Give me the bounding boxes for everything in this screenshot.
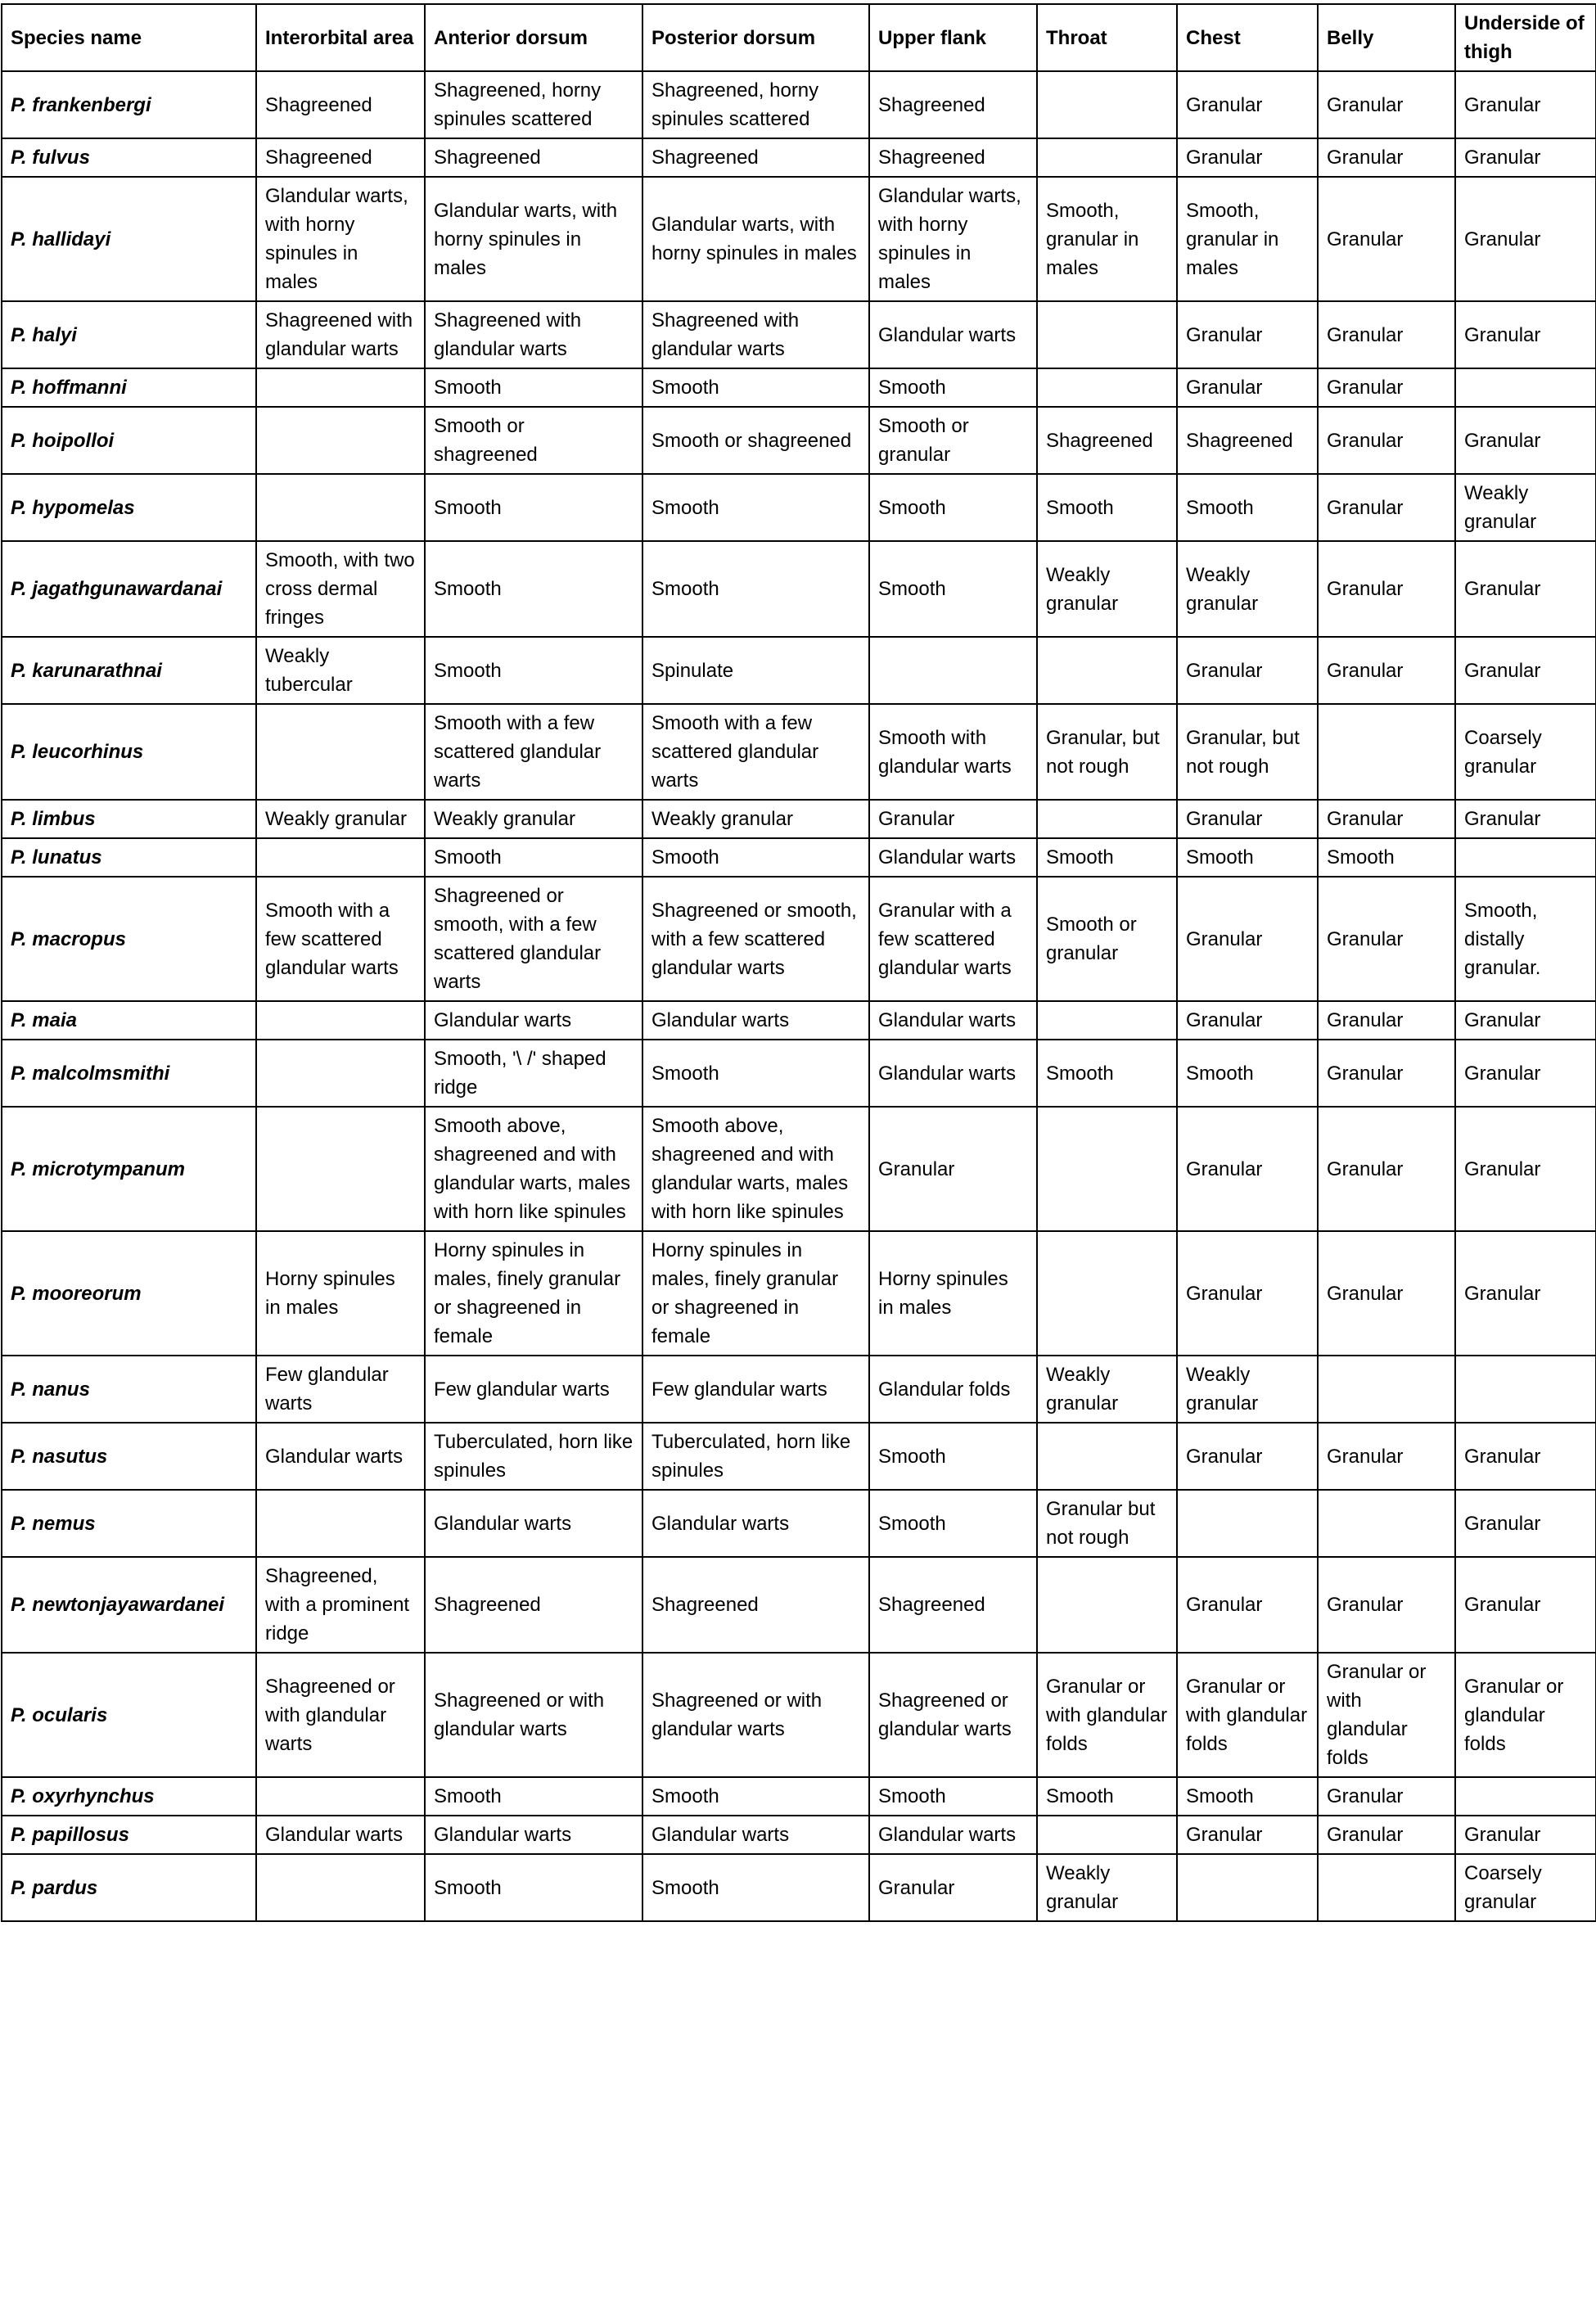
cell-underside-of-thigh: Granular [1455, 71, 1596, 138]
cell-interorbital-area [256, 368, 425, 407]
cell-anterior-dorsum: Smooth or shagreened [425, 407, 642, 474]
cell-underside-of-thigh: Granular [1455, 1040, 1596, 1107]
cell-throat [1037, 1423, 1177, 1490]
cell-posterior-dorsum: Shagreened or with glandular warts [642, 1653, 869, 1777]
cell-belly [1318, 1854, 1455, 1921]
cell-upper-flank: Glandular folds [869, 1356, 1037, 1423]
cell-anterior-dorsum: Glandular warts, with horny spinules in males [425, 177, 642, 301]
cell-belly: Granular or with glandular folds [1318, 1653, 1455, 1777]
cell-interorbital-area [256, 838, 425, 877]
cell-chest: Granular [1177, 800, 1318, 838]
cell-belly: Granular [1318, 1816, 1455, 1854]
cell-anterior-dorsum: Smooth [425, 474, 642, 541]
cell-anterior-dorsum: Glandular warts [425, 1001, 642, 1040]
cell-upper-flank: Smooth [869, 368, 1037, 407]
cell-interorbital-area [256, 1854, 425, 1921]
species-name-cell: P. malcolmsmithi [2, 1040, 256, 1107]
cell-interorbital-area [256, 1040, 425, 1107]
cell-upper-flank: Granular [869, 800, 1037, 838]
cell-throat [1037, 800, 1177, 838]
cell-belly: Granular [1318, 1423, 1455, 1490]
header-row [2, 4, 1596, 71]
species-name-cell: P. nanus [2, 1356, 256, 1423]
cell-belly: Granular [1318, 1107, 1455, 1231]
species-name-cell: P. oxyrhynchus [2, 1777, 256, 1816]
species-name-cell: P. papillosus [2, 1816, 256, 1854]
cell-interorbital-area: Weakly granular [256, 800, 425, 838]
column-header-upper-flank: Upper flank [869, 4, 1037, 71]
table-row [2, 138, 1596, 177]
cell-underside-of-thigh: Granular [1455, 177, 1596, 301]
table-row [2, 1653, 1596, 1777]
cell-chest: Granular [1177, 1107, 1318, 1231]
cell-chest: Granular or with glandular folds [1177, 1653, 1318, 1777]
cell-anterior-dorsum: Smooth [425, 1777, 642, 1816]
species-name-cell: P. hoffmanni [2, 368, 256, 407]
cell-anterior-dorsum: Shagreened [425, 138, 642, 177]
column-header-interorbital-area: Interorbital area [256, 4, 425, 71]
cell-chest: Smooth [1177, 1777, 1318, 1816]
cell-underside-of-thigh: Granular [1455, 1557, 1596, 1653]
table-row [2, 1040, 1596, 1107]
cell-belly: Granular [1318, 301, 1455, 368]
cell-anterior-dorsum: Glandular warts [425, 1490, 642, 1557]
cell-belly: Granular [1318, 407, 1455, 474]
cell-posterior-dorsum: Glandular warts [642, 1490, 869, 1557]
cell-posterior-dorsum: Smooth [642, 368, 869, 407]
cell-underside-of-thigh [1455, 1356, 1596, 1423]
cell-underside-of-thigh: Granular [1455, 407, 1596, 474]
cell-posterior-dorsum: Glandular warts, with horny spinules in males [642, 177, 869, 301]
table-row [2, 1231, 1596, 1356]
cell-throat: Granular or with glandular folds [1037, 1653, 1177, 1777]
cell-anterior-dorsum: Smooth [425, 368, 642, 407]
column-header-throat: Throat [1037, 4, 1177, 71]
cell-chest [1177, 1490, 1318, 1557]
cell-belly: Granular [1318, 800, 1455, 838]
cell-posterior-dorsum: Shagreened or smooth, with a few scattered glandular warts [642, 877, 869, 1001]
cell-underside-of-thigh: Granular [1455, 301, 1596, 368]
cell-underside-of-thigh: Granular [1455, 800, 1596, 838]
cell-anterior-dorsum: Shagreened, horny spinules scattered [425, 71, 642, 138]
cell-anterior-dorsum: Smooth [425, 1854, 642, 1921]
cell-throat: Weakly granular [1037, 1854, 1177, 1921]
species-name-cell: P. karunarathnai [2, 637, 256, 704]
cell-chest: Granular [1177, 1001, 1318, 1040]
cell-throat: Granular, but not rough [1037, 704, 1177, 800]
species-name-cell: P. nemus [2, 1490, 256, 1557]
cell-posterior-dorsum: Smooth with a few scattered glandular warts [642, 704, 869, 800]
cell-interorbital-area [256, 407, 425, 474]
cell-belly: Smooth [1318, 838, 1455, 877]
cell-underside-of-thigh [1455, 838, 1596, 877]
table-body [2, 71, 1596, 1921]
cell-interorbital-area: Glandular warts, with horny spinules in males [256, 177, 425, 301]
cell-throat [1037, 1001, 1177, 1040]
cell-posterior-dorsum: Shagreened [642, 138, 869, 177]
cell-anterior-dorsum: Tuberculated, horn like spinules [425, 1423, 642, 1490]
cell-posterior-dorsum: Smooth or shagreened [642, 407, 869, 474]
cell-belly: Granular [1318, 1557, 1455, 1653]
cell-chest: Granular [1177, 1231, 1318, 1356]
cell-posterior-dorsum: Tuberculated, horn like spinules [642, 1423, 869, 1490]
cell-belly: Granular [1318, 71, 1455, 138]
cell-throat [1037, 1816, 1177, 1854]
species-name-cell: P. hallidayi [2, 177, 256, 301]
cell-posterior-dorsum: Shagreened, horny spinules scattered [642, 71, 869, 138]
table-row [2, 1001, 1596, 1040]
cell-posterior-dorsum: Glandular warts [642, 1001, 869, 1040]
cell-underside-of-thigh: Granular [1455, 1490, 1596, 1557]
cell-posterior-dorsum: Smooth [642, 1040, 869, 1107]
table-row [2, 1423, 1596, 1490]
cell-underside-of-thigh [1455, 1777, 1596, 1816]
cell-interorbital-area: Shagreened [256, 71, 425, 138]
cell-throat [1037, 301, 1177, 368]
cell-throat: Granular but not rough [1037, 1490, 1177, 1557]
cell-throat [1037, 138, 1177, 177]
cell-underside-of-thigh: Smooth, distally granular. [1455, 877, 1596, 1001]
cell-chest: Granular [1177, 877, 1318, 1001]
cell-upper-flank: Shagreened [869, 1557, 1037, 1653]
table-row [2, 1816, 1596, 1854]
cell-throat: Smooth [1037, 838, 1177, 877]
cell-underside-of-thigh: Granular [1455, 1231, 1596, 1356]
cell-upper-flank: Smooth or granular [869, 407, 1037, 474]
table-row [2, 800, 1596, 838]
cell-chest: Granular [1177, 1816, 1318, 1854]
species-name-cell: P. macropus [2, 877, 256, 1001]
cell-underside-of-thigh: Coarsely granular [1455, 704, 1596, 800]
cell-underside-of-thigh: Granular [1455, 541, 1596, 637]
cell-upper-flank: Smooth [869, 1490, 1037, 1557]
species-name-cell: P. microtympanum [2, 1107, 256, 1231]
cell-underside-of-thigh [1455, 368, 1596, 407]
cell-underside-of-thigh: Coarsely granular [1455, 1854, 1596, 1921]
cell-anterior-dorsum: Smooth [425, 637, 642, 704]
cell-upper-flank: Granular with a few scattered glandular warts [869, 877, 1037, 1001]
species-name-cell: P. frankenbergi [2, 71, 256, 138]
cell-upper-flank: Smooth [869, 474, 1037, 541]
cell-throat [1037, 1231, 1177, 1356]
cell-underside-of-thigh: Granular or glandular folds [1455, 1653, 1596, 1777]
cell-interorbital-area: Shagreened or with glandular warts [256, 1653, 425, 1777]
cell-upper-flank: Glandular warts [869, 838, 1037, 877]
cell-upper-flank [869, 637, 1037, 704]
cell-interorbital-area: Smooth with a few scattered glandular warts [256, 877, 425, 1001]
cell-chest: Granular, but not rough [1177, 704, 1318, 800]
cell-upper-flank: Shagreened [869, 71, 1037, 138]
cell-belly [1318, 1490, 1455, 1557]
cell-chest: Smooth, granular in males [1177, 177, 1318, 301]
cell-anterior-dorsum: Smooth with a few scattered glandular warts [425, 704, 642, 800]
column-header-species-name: Species name [2, 4, 256, 71]
cell-throat [1037, 368, 1177, 407]
table-row [2, 877, 1596, 1001]
cell-anterior-dorsum: Horny spinules in males, finely granular or shagreened in female [425, 1231, 642, 1356]
cell-throat: Smooth [1037, 474, 1177, 541]
table-row [2, 704, 1596, 800]
cell-upper-flank: Smooth [869, 1423, 1037, 1490]
column-header-underside-of-thigh: Underside of thigh [1455, 4, 1596, 71]
cell-anterior-dorsum: Glandular warts [425, 1816, 642, 1854]
cell-upper-flank: Shagreened [869, 138, 1037, 177]
species-skin-texture-table [1, 3, 1596, 1922]
table-row [2, 1777, 1596, 1816]
cell-chest: Granular [1177, 1423, 1318, 1490]
cell-posterior-dorsum: Smooth [642, 838, 869, 877]
species-name-cell: P. leucorhinus [2, 704, 256, 800]
cell-belly [1318, 704, 1455, 800]
cell-underside-of-thigh: Granular [1455, 1423, 1596, 1490]
cell-interorbital-area: Shagreened with glandular warts [256, 301, 425, 368]
cell-belly: Granular [1318, 1777, 1455, 1816]
cell-chest: Granular [1177, 301, 1318, 368]
cell-interorbital-area: Weakly tubercular [256, 637, 425, 704]
cell-interorbital-area: Horny spinules in males [256, 1231, 425, 1356]
cell-upper-flank: Smooth [869, 541, 1037, 637]
species-name-cell: P. hoipolloi [2, 407, 256, 474]
table-row [2, 541, 1596, 637]
cell-upper-flank: Smooth with glandular warts [869, 704, 1037, 800]
cell-posterior-dorsum: Smooth [642, 541, 869, 637]
cell-chest: Granular [1177, 637, 1318, 704]
cell-chest: Granular [1177, 71, 1318, 138]
cell-underside-of-thigh: Granular [1455, 138, 1596, 177]
cell-interorbital-area: Smooth, with two cross dermal fringes [256, 541, 425, 637]
cell-throat: Weakly granular [1037, 541, 1177, 637]
table-row [2, 1107, 1596, 1231]
cell-belly: Granular [1318, 541, 1455, 637]
table-row [2, 838, 1596, 877]
table-row [2, 637, 1596, 704]
cell-chest: Shagreened [1177, 407, 1318, 474]
cell-anterior-dorsum: Shagreened with glandular warts [425, 301, 642, 368]
species-name-cell: P. limbus [2, 800, 256, 838]
cell-anterior-dorsum: Smooth, '\ /' shaped ridge [425, 1040, 642, 1107]
table-row [2, 474, 1596, 541]
cell-underside-of-thigh: Granular [1455, 1107, 1596, 1231]
cell-belly: Granular [1318, 177, 1455, 301]
table-row [2, 1490, 1596, 1557]
cell-chest: Granular [1177, 138, 1318, 177]
cell-chest: Smooth [1177, 1040, 1318, 1107]
cell-interorbital-area: Few glandular warts [256, 1356, 425, 1423]
cell-underside-of-thigh: Weakly granular [1455, 474, 1596, 541]
cell-throat: Smooth, granular in males [1037, 177, 1177, 301]
cell-belly: Granular [1318, 1001, 1455, 1040]
species-name-cell: P. jagathgunawardanai [2, 541, 256, 637]
cell-chest: Granular [1177, 1557, 1318, 1653]
cell-chest: Weakly granular [1177, 541, 1318, 637]
cell-throat: Weakly granular [1037, 1356, 1177, 1423]
cell-posterior-dorsum: Glandular warts [642, 1816, 869, 1854]
cell-throat [1037, 1557, 1177, 1653]
cell-posterior-dorsum: Horny spinules in males, finely granular or shagreened in female [642, 1231, 869, 1356]
cell-upper-flank: Granular [869, 1854, 1037, 1921]
species-name-cell: P. halyi [2, 301, 256, 368]
cell-throat [1037, 1107, 1177, 1231]
species-name-cell: P. ocularis [2, 1653, 256, 1777]
cell-posterior-dorsum: Spinulate [642, 637, 869, 704]
column-header-chest: Chest [1177, 4, 1318, 71]
species-name-cell: P. fulvus [2, 138, 256, 177]
cell-throat [1037, 637, 1177, 704]
table-row [2, 177, 1596, 301]
cell-upper-flank: Glandular warts, with horny spinules in males [869, 177, 1037, 301]
cell-belly: Granular [1318, 1231, 1455, 1356]
cell-upper-flank: Shagreened or glandular warts [869, 1653, 1037, 1777]
cell-throat: Smooth [1037, 1777, 1177, 1816]
species-name-cell: P. pardus [2, 1854, 256, 1921]
cell-chest: Smooth [1177, 474, 1318, 541]
cell-chest: Weakly granular [1177, 1356, 1318, 1423]
cell-chest: Smooth [1177, 838, 1318, 877]
cell-underside-of-thigh: Granular [1455, 1816, 1596, 1854]
cell-interorbital-area: Shagreened, with a prominent ridge [256, 1557, 425, 1653]
table-row [2, 407, 1596, 474]
cell-interorbital-area [256, 1777, 425, 1816]
cell-throat: Smooth [1037, 1040, 1177, 1107]
column-header-belly: Belly [1318, 4, 1455, 71]
cell-anterior-dorsum: Smooth [425, 541, 642, 637]
cell-interorbital-area [256, 474, 425, 541]
cell-anterior-dorsum: Shagreened or with glandular warts [425, 1653, 642, 1777]
cell-belly: Granular [1318, 877, 1455, 1001]
cell-posterior-dorsum: Weakly granular [642, 800, 869, 838]
table-row [2, 71, 1596, 138]
cell-interorbital-area [256, 704, 425, 800]
cell-posterior-dorsum: Smooth [642, 1777, 869, 1816]
cell-upper-flank: Glandular warts [869, 301, 1037, 368]
cell-anterior-dorsum: Smooth [425, 838, 642, 877]
cell-interorbital-area: Glandular warts [256, 1423, 425, 1490]
cell-upper-flank: Smooth [869, 1777, 1037, 1816]
cell-anterior-dorsum: Weakly granular [425, 800, 642, 838]
species-name-cell: P. hypomelas [2, 474, 256, 541]
cell-upper-flank: Glandular warts [869, 1816, 1037, 1854]
cell-throat: Smooth or granular [1037, 877, 1177, 1001]
cell-belly: Granular [1318, 474, 1455, 541]
table-row [2, 1854, 1596, 1921]
cell-belly [1318, 1356, 1455, 1423]
cell-posterior-dorsum: Smooth [642, 1854, 869, 1921]
cell-anterior-dorsum: Shagreened or smooth, with a few scattered glandular warts [425, 877, 642, 1001]
table-row [2, 301, 1596, 368]
cell-posterior-dorsum: Few glandular warts [642, 1356, 869, 1423]
cell-interorbital-area [256, 1490, 425, 1557]
species-name-cell: P. lunatus [2, 838, 256, 877]
cell-upper-flank: Horny spinules in males [869, 1231, 1037, 1356]
cell-throat: Shagreened [1037, 407, 1177, 474]
cell-posterior-dorsum: Smooth [642, 474, 869, 541]
cell-anterior-dorsum: Smooth above, shagreened and with glandular warts, males with horn like spinules [425, 1107, 642, 1231]
cell-upper-flank: Glandular warts [869, 1001, 1037, 1040]
species-name-cell: P. maia [2, 1001, 256, 1040]
table-row [2, 1356, 1596, 1423]
species-name-cell: P. mooreorum [2, 1231, 256, 1356]
cell-posterior-dorsum: Shagreened with glandular warts [642, 301, 869, 368]
cell-interorbital-area [256, 1001, 425, 1040]
table-row [2, 368, 1596, 407]
cell-anterior-dorsum: Shagreened [425, 1557, 642, 1653]
cell-posterior-dorsum: Shagreened [642, 1557, 869, 1653]
cell-chest: Granular [1177, 368, 1318, 407]
cell-interorbital-area: Glandular warts [256, 1816, 425, 1854]
cell-belly: Granular [1318, 138, 1455, 177]
cell-chest [1177, 1854, 1318, 1921]
cell-belly: Granular [1318, 368, 1455, 407]
species-name-cell: P. nasutus [2, 1423, 256, 1490]
cell-upper-flank: Glandular warts [869, 1040, 1037, 1107]
table-row [2, 1557, 1596, 1653]
cell-belly: Granular [1318, 1040, 1455, 1107]
cell-underside-of-thigh: Granular [1455, 637, 1596, 704]
cell-anterior-dorsum: Few glandular warts [425, 1356, 642, 1423]
species-name-cell: P. newtonjayawardanei [2, 1557, 256, 1653]
cell-posterior-dorsum: Smooth above, shagreened and with glandular warts, males with horn like spinules [642, 1107, 869, 1231]
column-header-anterior-dorsum: Anterior dorsum [425, 4, 642, 71]
cell-belly: Granular [1318, 637, 1455, 704]
cell-underside-of-thigh: Granular [1455, 1001, 1596, 1040]
column-header-posterior-dorsum: Posterior dorsum [642, 4, 869, 71]
cell-throat [1037, 71, 1177, 138]
cell-interorbital-area: Shagreened [256, 138, 425, 177]
cell-interorbital-area [256, 1107, 425, 1231]
cell-upper-flank: Granular [869, 1107, 1037, 1231]
